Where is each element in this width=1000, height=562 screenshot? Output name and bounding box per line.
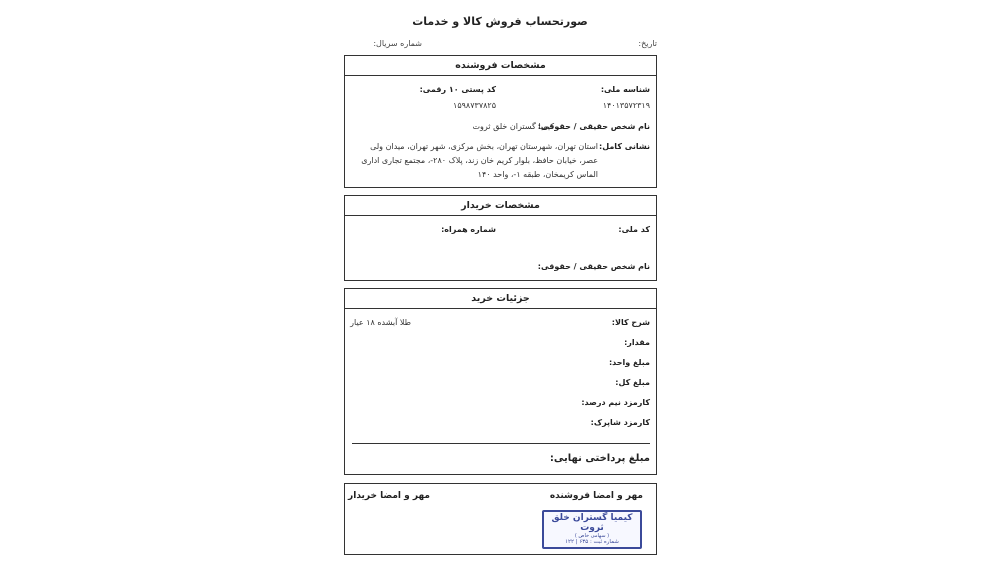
stamp-type: ( سهامی خاص ) [574,533,610,539]
postal-label: کد پستی ۱۰ رقمی: [419,85,496,94]
seller-name: کیمیا گستران خلق ثروت [472,122,554,131]
national-id: ۱۴۰۱۳۵۷۲۳۱۹ [602,101,650,110]
address-label: نشانی کامل: [599,142,650,151]
buyer-mobile-label: شماره همراه: [441,225,496,234]
final-amount-label: مبلغ پرداختی نهایی: [549,453,650,464]
postal-code: ۱۵۹۸۷۳۷۸۲۵ [453,101,496,110]
details-section [344,288,657,475]
qty-label: مقدار: [624,338,650,347]
seller-name-label: نام شخص حقیقی / حقوقی: [537,122,650,131]
stamp-registration: شماره ثبت : ۶۳۵ | ۱۲۲ [565,539,619,545]
buyer-name-label: نام شخص حقیقی / حقوقی: [537,262,650,271]
company-stamp [542,510,642,549]
buyer-heading: مشخصات خریدار [345,196,656,216]
seller-heading: مشخصات فروشنده [345,56,656,76]
details-heading: جزئیات خرید [345,289,656,309]
buyer-section [344,195,657,281]
buyer-signature-label: مهر و امضا خریدار [348,491,430,501]
seller-section [344,55,657,188]
invoice-title: صورتحساب فروش کالا و خدمات [412,15,588,28]
stamp-name: کیمیا گستران خلق ثروت [551,513,633,533]
address: استان تهران، شهرستان تهران، بخش مرکزی، شهر تهران، میدان ولی عصر، خیابان حافظ، بلوار کریم خان زند، پلاک ۲۸۰-، مجتمع تجاری اداری الماس کریمخان، طبقه ۱-، واحد ۱۴۰ [361,142,598,179]
national-id-label: شناسه ملی: [600,85,650,94]
shaparak-fee-label: کارمزد شاپرک: [590,418,650,427]
buyer-code-label: کد ملی: [618,225,650,234]
divider [352,443,650,444]
total-label: مبلغ کل: [615,378,650,387]
seller-signature-label: مهر و امضا فروشنده [549,491,643,501]
desc-label: شرح کالا: [611,318,650,327]
desc-value: طلا آبشده ۱۸ عیار [350,318,411,327]
date-label: تاریخ: [638,39,657,48]
fee-label: کارمزد نیم درصد: [581,398,650,407]
signature-section [344,483,657,555]
unit-price-label: مبلغ واحد: [608,358,650,367]
serial-label: شماره سریال: [373,39,422,48]
